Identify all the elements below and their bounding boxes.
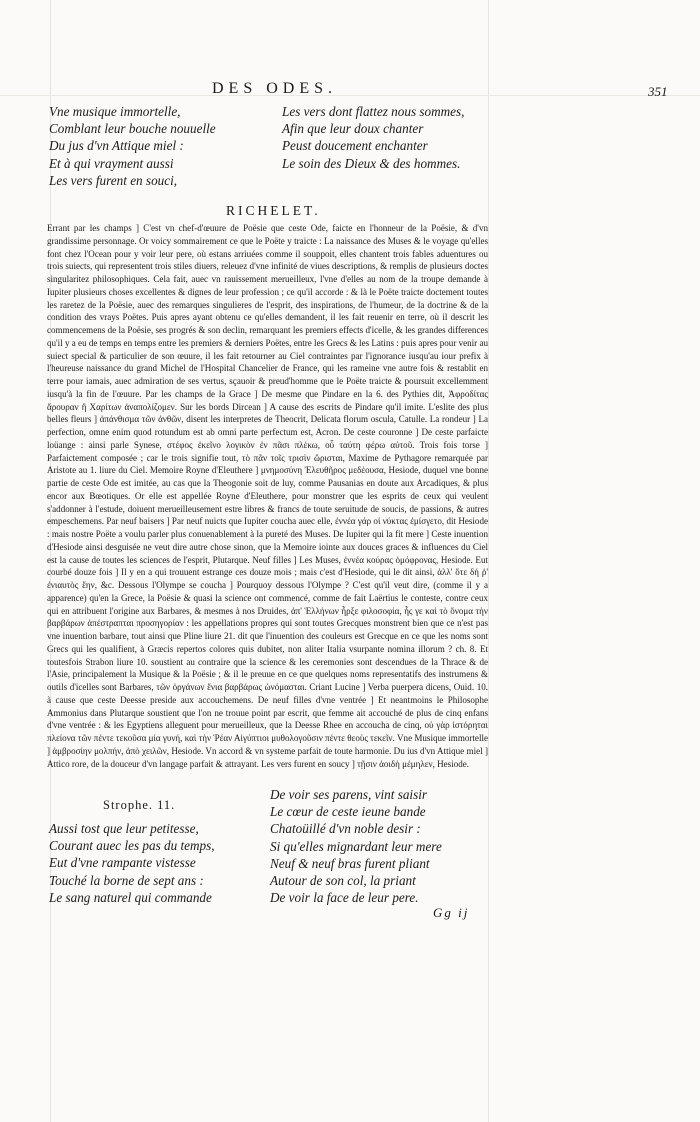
verse-line: Si qu'elles mignardant leur mere [270, 838, 442, 854]
bottom-verse-right-column [270, 786, 442, 906]
verse-line: Et à qui vrayment aussi [49, 155, 174, 171]
strophe-label: Strophe. 11. [103, 798, 176, 812]
top-verse-right-column [282, 103, 464, 172]
verse-line: Afin que leur doux chanter [282, 121, 424, 137]
verse-line: Chatoüillé d'vn noble desir : [270, 821, 421, 837]
verse-line: Les vers dont flattez nous sommes, [282, 104, 465, 119]
verse-line: Du jus d'vn Attique miel : [49, 138, 184, 154]
verse-line: Aussi tost que leur petitesse, [49, 821, 199, 836]
commentary-block [47, 222, 488, 770]
verse-line: Peust doucement enchanter [282, 138, 428, 154]
page-number: 351 [648, 84, 668, 99]
verse-line: De voir la face de leur pere. [270, 890, 419, 906]
verse-line: Les vers furent en souci, [49, 172, 178, 188]
verse-line: Autour de son col, la priant [270, 872, 416, 888]
running-head: DES ODES. [212, 80, 338, 97]
verse-line: Vne musique immortelle, [49, 104, 181, 119]
bottom-verse-left-column [49, 820, 215, 906]
catchword-signature: Gg ij [433, 905, 470, 920]
commentary-title: RICHELET. [226, 203, 321, 218]
verse-line: Neuf & neuf bras furent pliant [270, 855, 430, 871]
verse-line: De voir ses parens, vint saisir [270, 787, 428, 802]
verse-line: Le soin des Dieux & des hommes. [282, 155, 461, 171]
verse-line: Le cœur de ceste ieune bande [270, 804, 426, 820]
top-verse-left-column [49, 103, 216, 189]
scan-ruling-line [488, 0, 489, 1122]
verse-line: Comblant leur bouche nouuelle [49, 121, 216, 137]
verse-line: Le sang naturel qui commande [49, 889, 212, 905]
verse-line: Touché la borne de sept ans : [49, 872, 204, 888]
verse-line: Courant auec les pas du temps, [49, 838, 215, 854]
commentary-paragraph: Errant par les champs ] C'est vn chef-d'œuure de Poësie que ceste Ode, faicte en l'honneur de la Poësie, & d'vn grandissime personnage. Or voicy sommairement ce que le Poëte y traicte : La naissance des Muses & le voyage qu'elles font chez l'Ocean pour y voir leur pere, où estans arriuées comme il souppoit, elles chantent trois fables aduentures ou trois suiects, qui representent trois stiles diuers, releuez d'vne infinité de viues descriptions, & remplis de plusieurs doctes singularitez philosophiques. Cela fait, auec vn rauissement merueilleux, l'vne d'elles au nom de la troupe demande à Iupiter plusieurs choses excellentes & dignes de leur profession ; ce qu'il accorde : & là le Poëte traicte doctement toutes les raretez de la Poësie, auec des remarques singulieres de l'esprit, des inspirations, de l'humeur, de la doctrine & de la condition des vrays Poëtes. Puis apres ayant obtenu ce qu'elles demandent, il les fait reuenir en terre, où il descrit les commencemens de la Poësie, ses progrés & son declin, remarquant les premiers effects d'icelle, & les grandes differences qu'il y a eu de temps en temps entre les premiers & derniers Poëtes, entre les Grecs & les Latins : puis apres pour venir au suiect special & particulier de son œuure, il les fait retourner au Ciel contraintes par l'ignorance iusqu'au iour prefix à l'heureuse naissance du grand Michel de l'Hospital Chancelier de France, qui les rameine vne autre fois & restablit en terre pour iamais, auec admiration de ses vertus, sçauoir & preud'homme que le Poëte traicte & poursuit excellemment iusqu'à la fin de l'œuure. Par les champs de la Grace ] De mesme que Pindare en la 6. des Pythies dit, Ἀφροδίτας ἄρουραν ἢ Χαρίτων ἀναπολίζομεν. Sur les bords Dircean ] A cause des escrits de Pindare qu'il imite. L'eslite des plus belles fleurs ] ἀπάνθισμα τῶν ἀνθῶν, disent les interpretes de Theocrit, Delicata florum oscula, Catulle. La rondeur ] La perfection, omne enim quod rotundum est ab omni parte perfectum est, Acron. De ceste couronne ] De ceste parfaicte loüange : ainsi parle Synese, στέφος ἐκεῖνο λογικὸν ἐν πᾶσι πλέκω, οὗ ταύτη φέρω αὐτοῦ. Trois fois torse ] Parfaictement composée ; car le trois signifie tout, τὸ πᾶν τοῖς τρισὶν ὥρισται, Maxime de Pythagore remarquée par Aristote au 1. liure du Ciel. Memoire Royne d'Eleuthere ] μνημοσύνη Ἐλευθῆρος μεδέουσα, Hesiode, duquel vne bonne partie de ceste Ode est imitée, au cas que la Theogonie soit de luy, comme Pausanias en doute aux Arcadiques, & plus encor aux Bœotiques. Or elle est appellée Royne d'Eleuthere, pour monstrer que les esprits de ceux qui veulent s'addonner à l'estude, doiuent merueilleusement estre libres & francs de toute seruitude de soucis, de passions, & autres empeschemens. Par neuf baisers ] Par neuf nuicts que Iupiter coucha auec elle, ἐννέα γάρ οἱ νύκτας ἐμίσγετο, dit Hesiode : mais nostre Poëte a voulu parler plus conuenablement à la pureté des Muses. De Iupiter qui la fit mere ] Ceste inuention d'Hesiode ainsi desguisée ne veut dire autre chose sinon, que la Memoire iointe aux douces graces & influences du Ciel est la cause de toutes les sciences de l'esprit, Plutarque. Neuf filles ] Les Muses, ἐννέα κούρας ὁμόφρονας, Hesiode. Eut courbé douze fois ] Il y en a qui trouuent estrange ces douze mois ; mais c'est d'Hesiode, qui le dit ainsi, ἀλλ' ὅτε δή ῥ' ἐνιαυτὸς ἔην, &c. Dessous l'Olympe se coucha ] Pourquoy dessous l'Olympe ? C'est qu'il veut dire, (comme il y a apparence) qu'en la Grece, la Poësie & quasi la science ont commencé, comme de fait Laërtius le conteste, contre ceux qui en attribuent l'origine aux Barbares, & mesmes à nos Druides, ἀπ' Ἑλλήνων ἦρξε φιλοσοφία, ἧς γε καὶ τὸ ὄνομα τὴν βαρβάρων ἀπέστραπται προσηγορίαν : les appellations propres qui sont toutes Grecques monstrent bien que ce n'est pas vne inuention barbare, tout ainsi que Pline liure 21. dit que l'inuention des couleurs est Grecque en ce que les noms sont Grecs qui les qualifient, à Græcis repertos colores quis dubitet, non aliter Italia vsurpante nomina illorum ? ch. 8. Et toutesfois Strabon liure 10. soustient au contraire que la science & les ceremonies sont descendues de la Thrace & de l'Asie, principalement la Musique & la Poësie ; & il le preuue en ce que quelques noms representatifs des instrumens & outils d'icelles sont Barbares, τῶν ὀργάνων ἔνια βαρβάρως ὠνόμασται. Criant Lucine ] Verba puerpera dicens, Ouid. 10. à cause que ceste Deesse preside aux accouchemens. De neuf filles d'vne ventrée ] Et neantmoins le Philosophe Ammonius dans Plutarque soustient que l'on ne trouue point par escrit, que femme ait accouché de plus de cinq enfans d'vne ventrée : & les Egyptiens alleguent pour merueilleux, que la Deesse Rhee en accoucha de cinq, οὐ γὰρ ἱστόρηται πλείονα τῶν πέντε τεκοῦσα μία γυνή, καὶ τὴν Ῥέαν Αἰγύπτιοι μυθολογοῦσιν πέντε θεοὺς τεκεῖν. Vne Musique immortelle ] ἀμβροσίην μολπήν, ἀπὸ χειλῶν, Hesiode. Vn accord & vn systeme parfait de toute harmonie. Du ius d'vn Attique miel ] Attico rore, de la douceur d'vn langage parfait & attrayant. Les vers furent en soucy ] τῇσιν ἀοιδὴ μέμηλεν, Hesiode. [47, 223, 488, 769]
verse-line: Eut d'vne rampante vistesse [49, 855, 196, 871]
